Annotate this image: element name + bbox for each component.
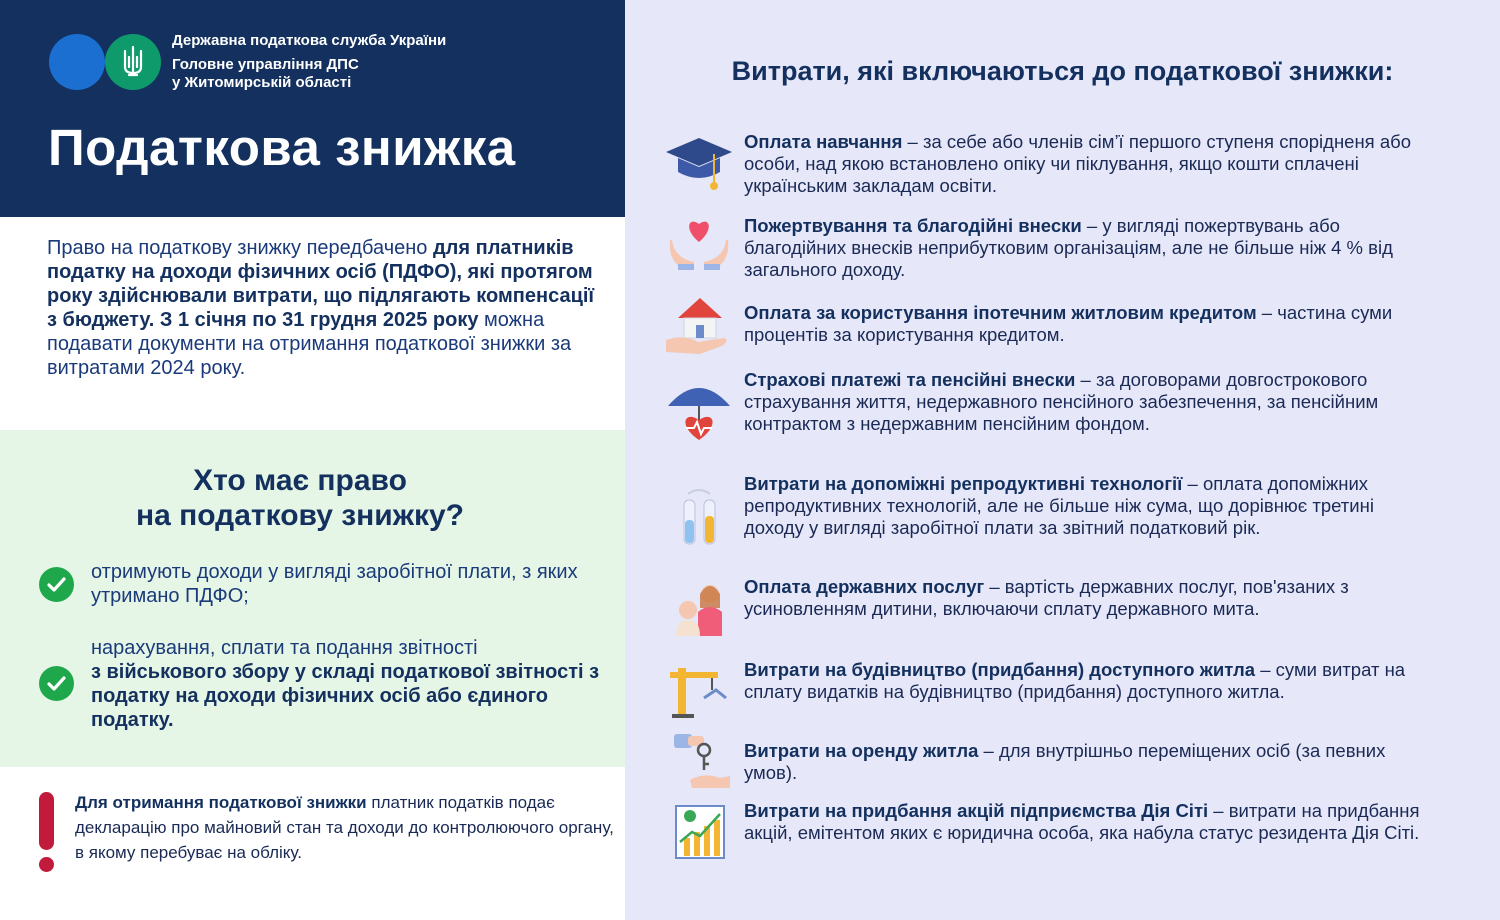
test-tubes-icon [664,486,734,548]
expense-item-text: – витрати на придбання акцій, емітентом яких є юридична особа, яка набула статус резидента Дія Сіті. [744,800,1420,843]
eligibility-title-line2: на податкову знижку? [135,499,465,532]
expense-item [744,215,1434,281]
eligibility-title-line1: Хто має право [193,464,407,497]
org-department: Головне управління ДПС [172,56,359,73]
expense-item-text: – вартість державних послуг, пов'язаних з усиновленням дитини, включаючи сплату державного мита. [744,576,1349,619]
expense-item-title: Страхові платежі та пенсійні внески [744,369,1076,390]
expense-item [744,740,1434,784]
expense-item-text: – для внутрішньо переміщених осіб (за певних умов). [744,740,1386,783]
expense-item [744,131,1434,197]
key-handover-icon [664,730,734,792]
house-in-hand-icon [664,294,734,356]
family-icon [664,580,734,642]
expense-item-title: Витрати на придбання акцій підприємства Дія Сіті [744,800,1209,821]
expense-item-text: – суми витрат на сплату видатків на будівництво (придбання) доступного житла. [744,659,1406,702]
expense-item-title: Витрати на будівництво (придбання) доступного житла [744,659,1256,680]
page-title: Податкова знижка [48,119,516,176]
exclamation-dot [39,857,54,872]
checkmark-icon [39,567,74,602]
expense-item [744,302,1434,346]
exclamation-icon [39,792,54,850]
construction-crane-icon [664,660,734,722]
umbrella-heart-icon [664,378,734,440]
intro-paragraph [47,236,607,380]
eligibility-item: отримують доходи у вигляді заробітної плати, з яких утримано ПДФО; [91,561,578,607]
expense-item-title: Витрати на допоміжні репродуктивні технології [744,473,1183,494]
eligibility-item-bold: з військового збору у складі податкової звітності з податку на доходи фізичних осіб або єдиного податку. [91,661,600,731]
dps-logo-circle [49,34,105,90]
declaration-note [75,790,615,865]
expense-item [744,800,1434,844]
trident-emblem-icon [105,34,161,90]
expense-item [744,659,1434,703]
org-name: Державна податкова служба України [172,32,447,49]
graduation-cap-icon [664,132,734,194]
intro-text-start: Право на податкову знижку передбачено [47,237,428,259]
org-region: у Житомирській області [172,74,352,91]
intro-text-bold: для платників податку на доходи фізичних осіб (ПДФО), які протягом року здійснювали витрати, що підлягають компенсації з бюджету. З 1 січня по 31 грудня 2025 року [47,237,595,331]
eligibility-title [0,463,600,533]
note-text: платник податків подає декларацію про майновий стан та доходи до контролюючого органу, в якому перебуває на обліку. [75,793,614,862]
eligibility-item [91,636,611,732]
expense-item-title: Оплата навчання [744,131,903,152]
expense-item-title: Пожертвування та благодійні внески [744,215,1082,236]
left-panel [0,0,625,920]
expenses-title: Витрати, які включаються до податкової знижки: [731,56,1394,86]
intro-text-end: можна подавати документи на отримання податкової знижки за витратами 2024 року. [47,309,572,379]
charity-heart-hands-icon [664,210,734,272]
checkmark-icon [39,666,74,701]
expense-item [744,576,1434,620]
expense-item-text: – оплата допоміжних репродуктивних технологій, але не більше ніж сума, що дорівнює третині доходу у вигляді заробітної плати за звітний податковий рік. [744,473,1374,538]
eligibility-item-text: нарахування, сплати та подання звітності [91,637,478,659]
expense-item [744,473,1434,539]
expense-item-title: Оплата за користування іпотечним житловим кредитом [744,302,1257,323]
stocks-chart-icon [664,802,734,864]
note-bold: Для отримання податкової знижки [75,793,367,812]
expense-item [744,369,1434,435]
expense-item-text: – у вигляді пожертвувань або благодійних внесків неприбутковим організаціям, але не більше ніж 4 % від загального доходу. [744,215,1393,280]
expense-item-title: Витрати на оренду житла [744,740,979,761]
expense-item-text: – частина суми процентів за користування кредитом. [744,302,1393,345]
expense-item-title: Оплата державних послуг [744,576,985,597]
expense-item-text: – за себе або членів сім’ї першого ступеня спорідненя або особи, над якою встановлено опіку чи піклування, якщо кошти сплачені українським закладам освіти. [744,131,1411,196]
expense-item-text: – за договорами довгострокового страхування життя, недержавного пенсійного забезпечення, за пенсійним контрактом з недержавним пенсійним фондом. [744,369,1379,434]
